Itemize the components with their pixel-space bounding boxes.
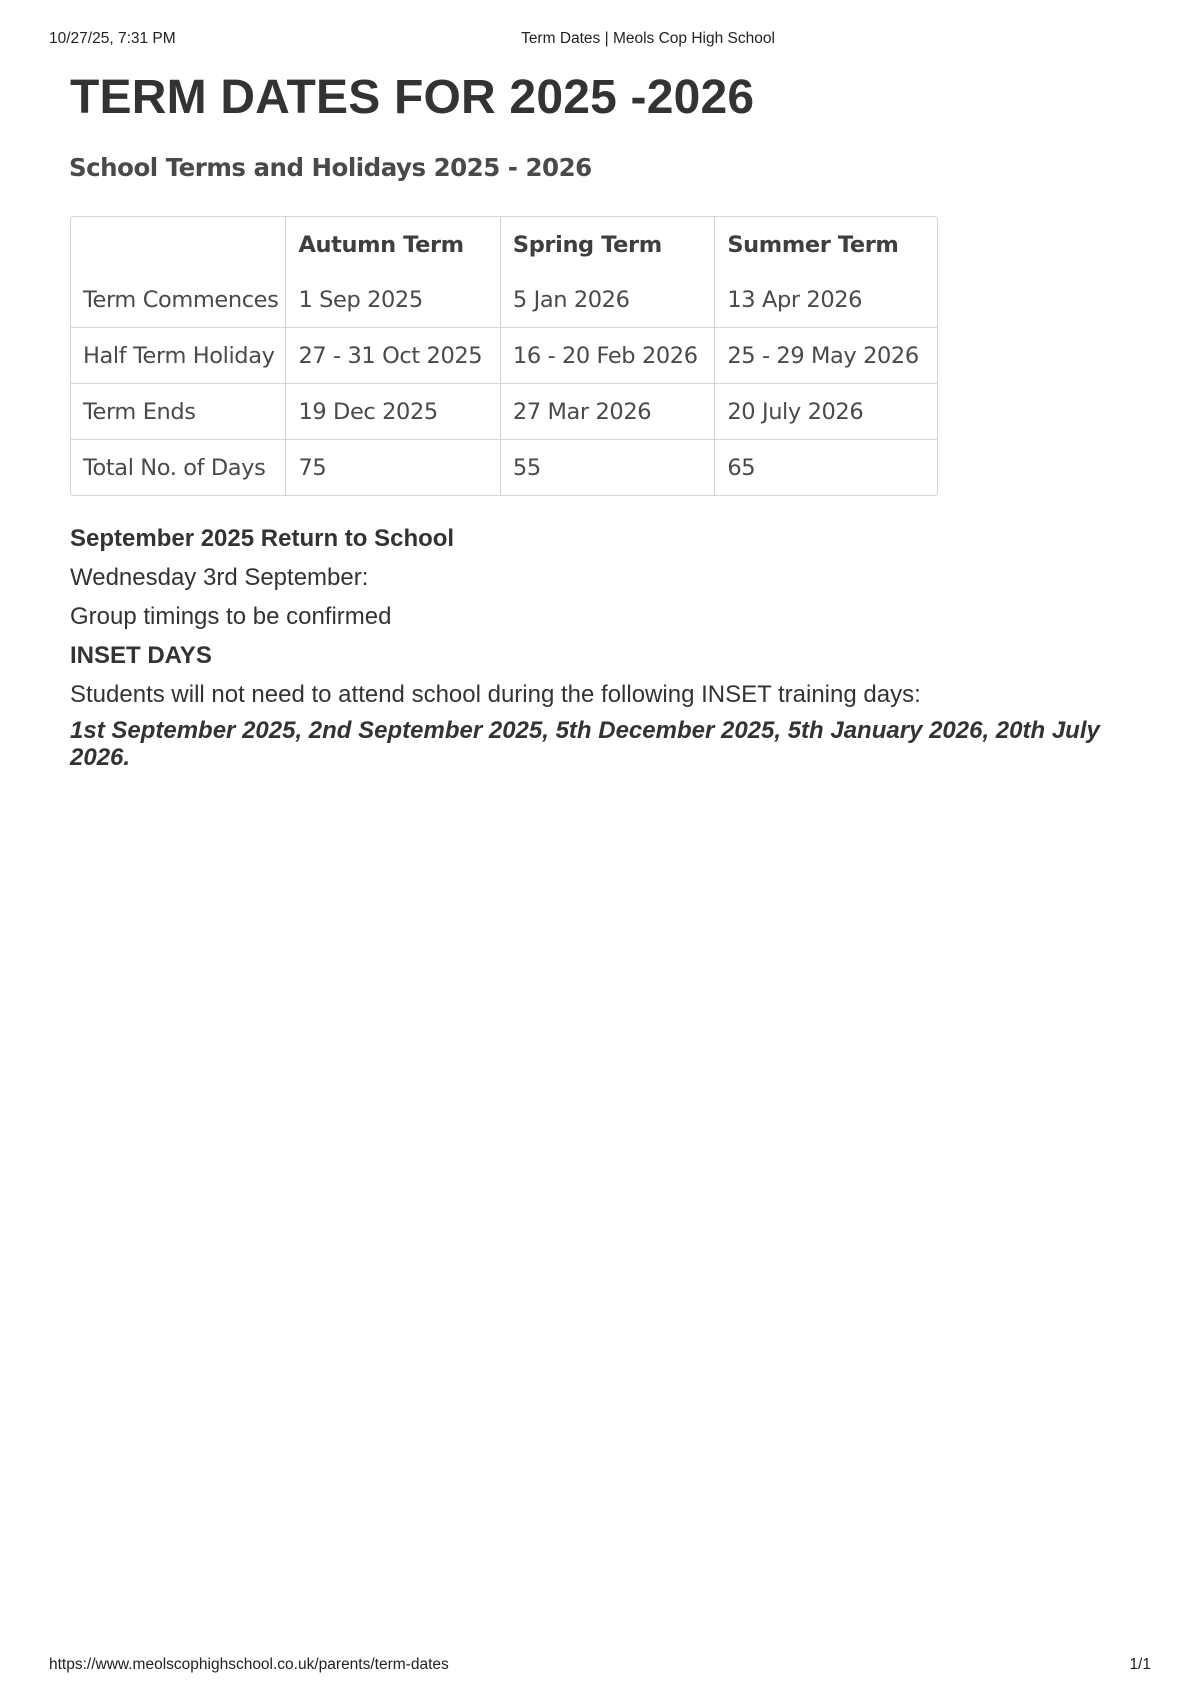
cell-autumn: 27 - 31 Oct 2025 <box>286 328 500 384</box>
row-label: Term Commences <box>71 272 286 328</box>
return-to-school-section <box>70 524 1140 771</box>
return-date-line: Wednesday 3rd September: <box>70 564 369 591</box>
row-label: Total No. of Days <box>71 440 286 495</box>
print-url: https://www.meolscophighschool.co.uk/parents/term-dates <box>49 1656 449 1673</box>
main-content <box>70 66 1140 781</box>
header-cell-summer: Summer Term <box>727 231 899 258</box>
inset-heading: INSET DAYS <box>70 642 212 669</box>
cell-spring: 55 <box>501 440 715 495</box>
inset-dates: 1st September 2025, 2nd September 2025, 5th December 2025, 5th January 2026, 20th July 2026. <box>70 717 1100 771</box>
header-cell-empty <box>71 217 286 272</box>
page-title: TERM DATES FOR 2025 -2026 <box>70 71 755 124</box>
cell-summer: 20 July 2026 <box>715 384 937 440</box>
cell-spring: 27 Mar 2026 <box>501 384 715 440</box>
return-timings-line: Group timings to be confirmed <box>70 603 392 630</box>
cell-autumn: 75 <box>286 440 500 495</box>
cell-autumn: 1 Sep 2025 <box>286 272 500 328</box>
table-row <box>71 272 937 328</box>
print-page-title: Term Dates | Meols Cop High School <box>521 30 775 47</box>
term-dates-table <box>70 216 938 496</box>
header-cell-autumn: Autumn Term <box>286 217 500 272</box>
cell-autumn: 19 Dec 2025 <box>286 384 500 440</box>
print-header <box>49 30 1151 52</box>
inset-intro: Students will not need to attend school during the following INSET training days: <box>70 681 921 708</box>
cell-spring: 5 Jan 2026 <box>501 272 715 328</box>
table-header-row <box>71 217 937 272</box>
cell-summer: 65 <box>727 454 756 481</box>
table-row <box>71 384 937 440</box>
row-label: Half Term Holiday <box>71 328 286 384</box>
table-row <box>71 440 937 495</box>
cell-summer: 13 Apr 2026 <box>715 272 937 328</box>
print-timestamp: 10/27/25, 7:31 PM <box>49 30 176 47</box>
cell-spring: 16 - 20 Feb 2026 <box>501 328 715 384</box>
header-cell-spring: Spring Term <box>501 217 715 272</box>
return-heading: September 2025 Return to School <box>70 525 455 552</box>
table-row <box>71 328 937 384</box>
row-label: Term Ends <box>71 384 286 440</box>
print-footer <box>49 1656 1151 1678</box>
table-caption: School Terms and Holidays 2025 - 2026 <box>69 153 592 182</box>
term-dates-table-image <box>70 150 940 496</box>
cell-summer: 25 - 29 May 2026 <box>715 328 937 384</box>
print-page-number: 1/1 <box>1129 1656 1151 1673</box>
